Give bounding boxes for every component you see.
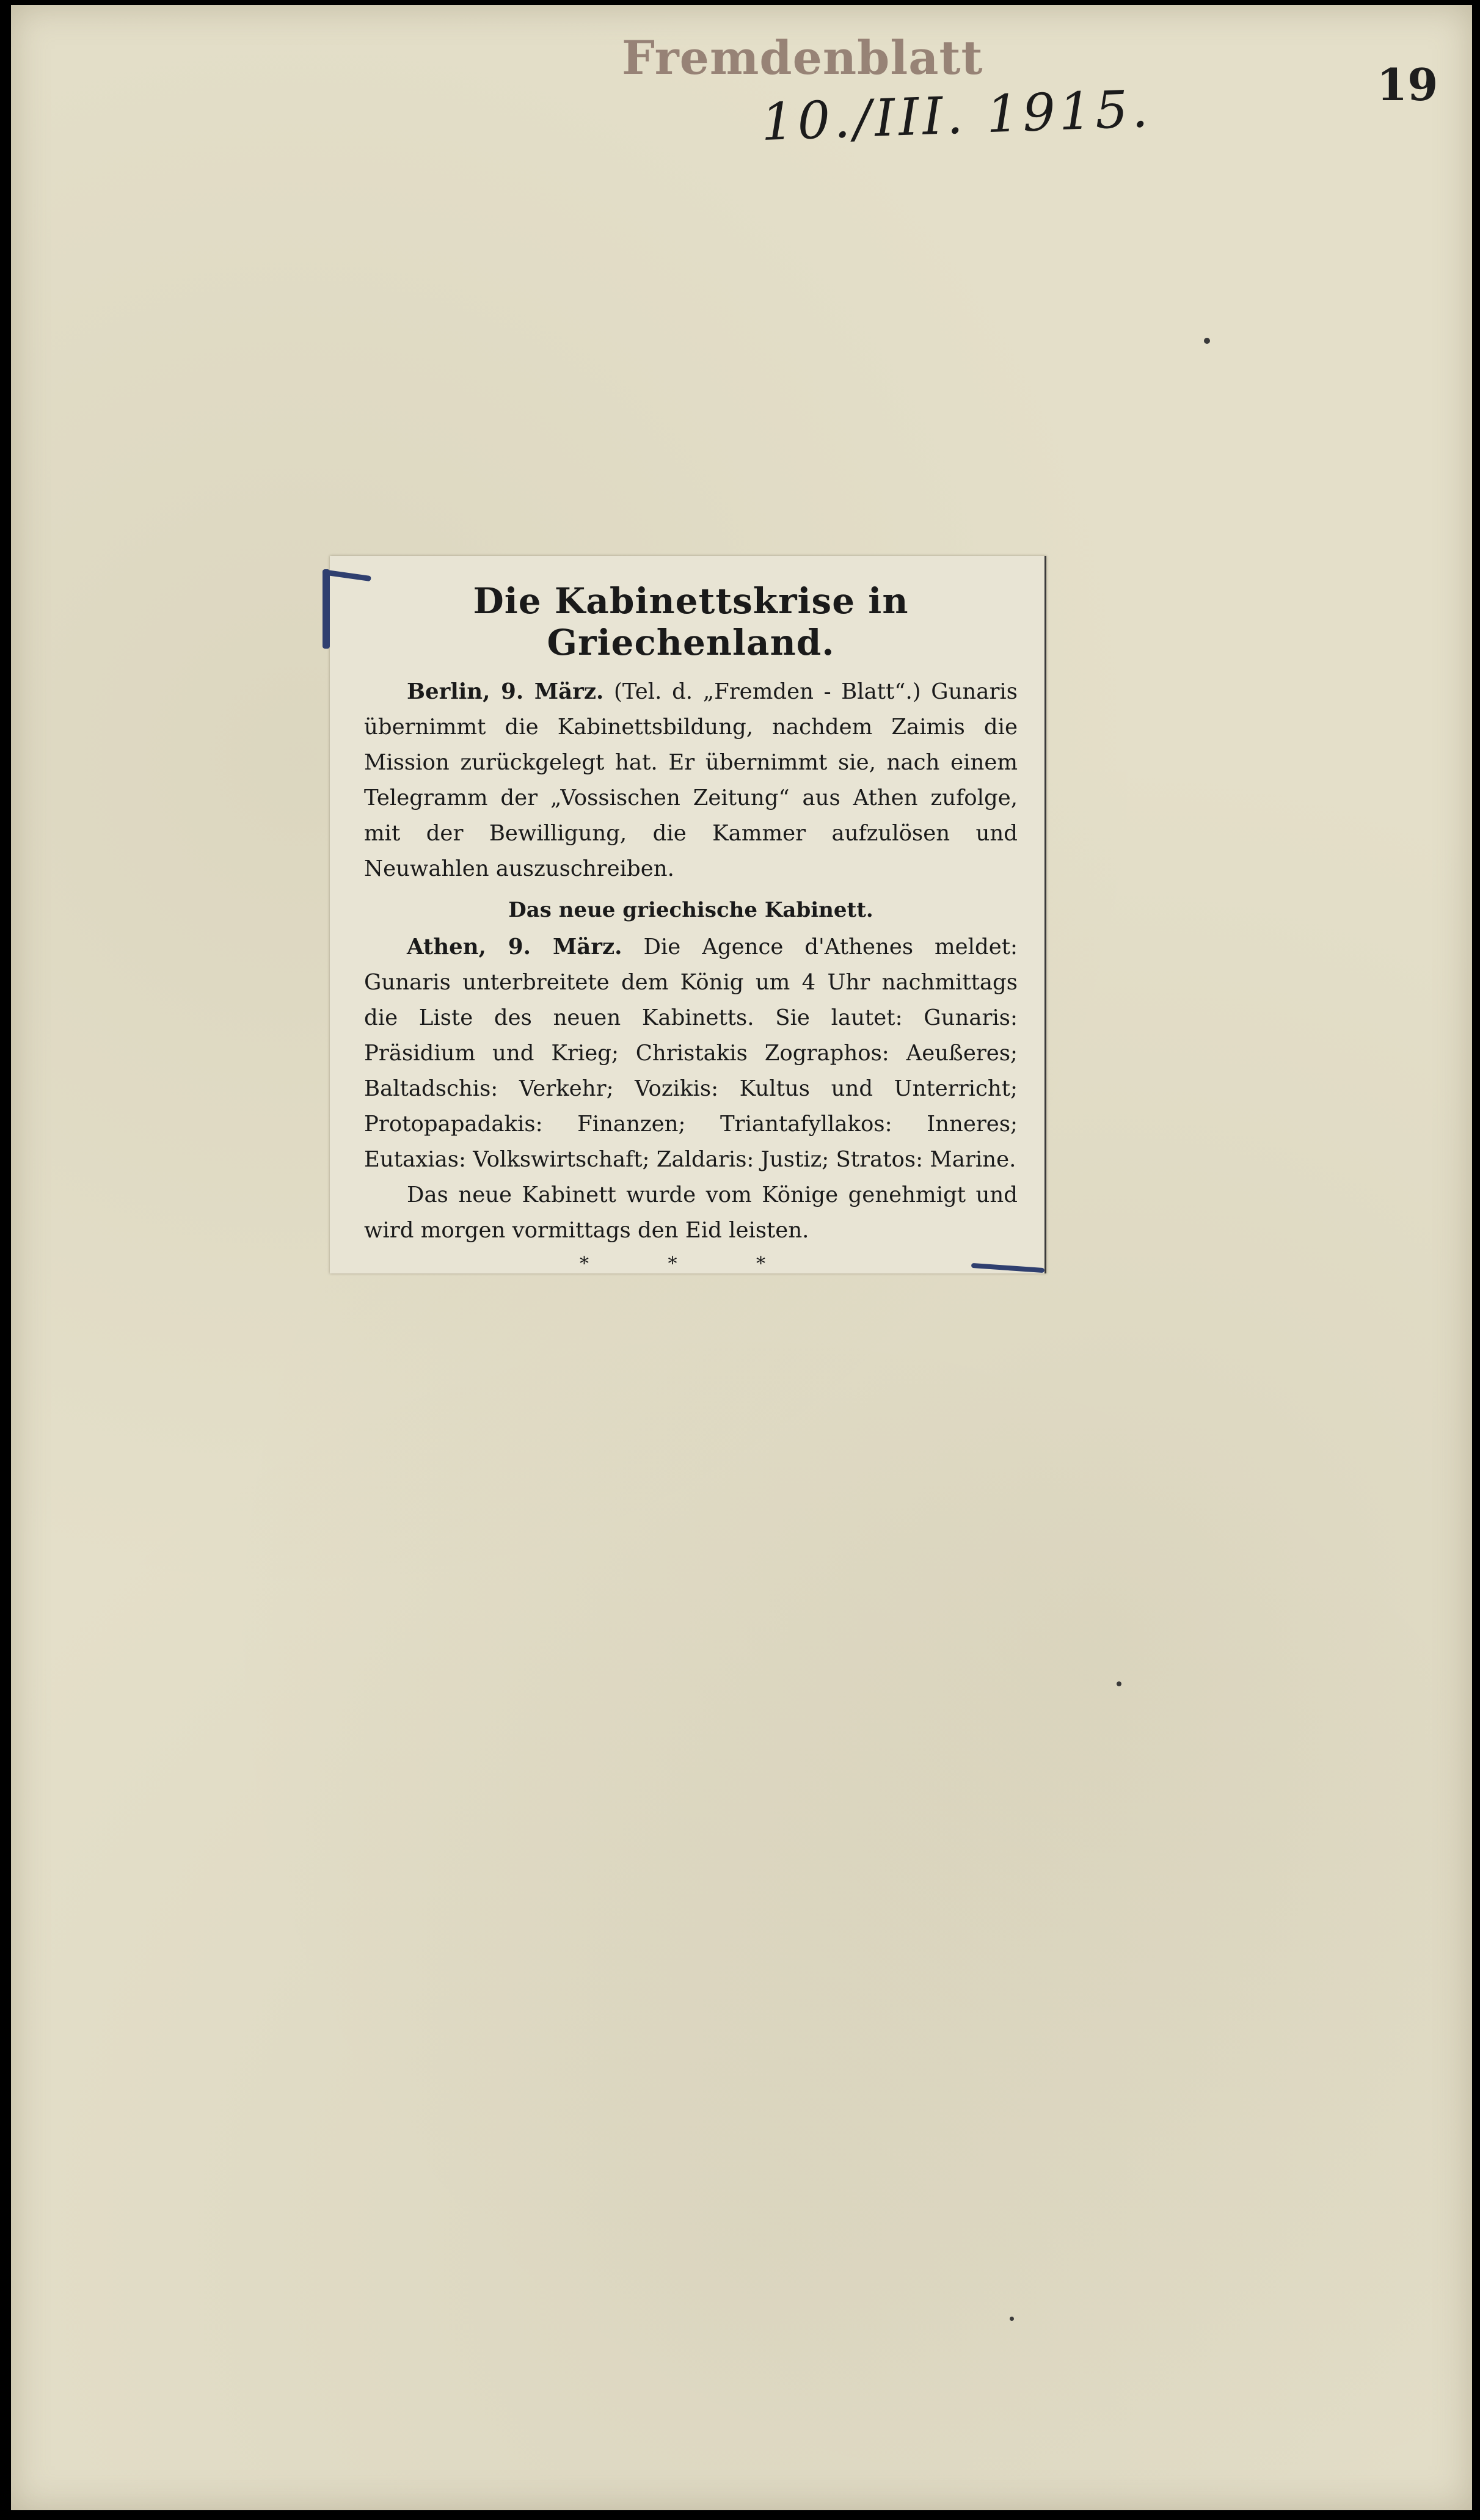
source-stamp: Fremdenblatt — [622, 31, 983, 85]
paragraph-closing: Das neue Kabinett wurde vom Könige genehmigt und wird morgen vormittags den Eid leisten. — [364, 1182, 1018, 1243]
handwritten-date: 10./III. 1915. — [760, 78, 1153, 153]
end-mark: * * * — [579, 1253, 803, 1275]
clipping-content — [364, 580, 1018, 1275]
clipping-headline: Die Kabinettskrise in Griechenland. — [473, 580, 909, 663]
newspaper-clipping — [330, 556, 1046, 1273]
paper-speck — [1010, 2317, 1014, 2321]
page-number: 19 — [1377, 59, 1438, 111]
dateline-athen: Athen, 9. März. — [407, 934, 622, 960]
paper-speck — [1117, 1681, 1121, 1686]
paper-speck — [1204, 338, 1210, 344]
paragraph-berlin — [364, 674, 1018, 887]
clipping-subhead: Das neue griechische Kabinett. — [508, 898, 873, 922]
paragraph-athen — [364, 930, 1018, 1178]
paragraph-athen-text: Die Agence d'Athenes meldet: Gunaris unterbreitete dem König um 4 Uhr nachmittags die Liste des neuen Kabinetts. Sie lautet: Gunaris: Präsidium und Krieg; Christakis Zographos: Aeußeres; Baltadschis: Verkehr; Vozikis: Kultus und Unterricht; Protopapadakis: Finanzen; Triantafyllakos: Inneres; Eutaxias: Volkswirtschaft; Zaldaris: Justiz; Stratos: Marine. — [364, 934, 1018, 1172]
pen-mark — [323, 569, 330, 649]
dateline-berlin: Berlin, 9. März. — [407, 679, 604, 704]
paragraph-berlin-text: (Tel. d. „Fremden - Blatt“.) Gunaris übernimmt die Kabinettsbildung, nachdem Zaimis die Mission zurückgelegt hat. Er übernimmt sie, nach einem Telegramm der „Vossischen Zeitung“ aus Athen zufolge, mit der Bewilligung, die Kammer aufzulösen und Neuwahlen auszuschreiben. — [364, 679, 1018, 881]
